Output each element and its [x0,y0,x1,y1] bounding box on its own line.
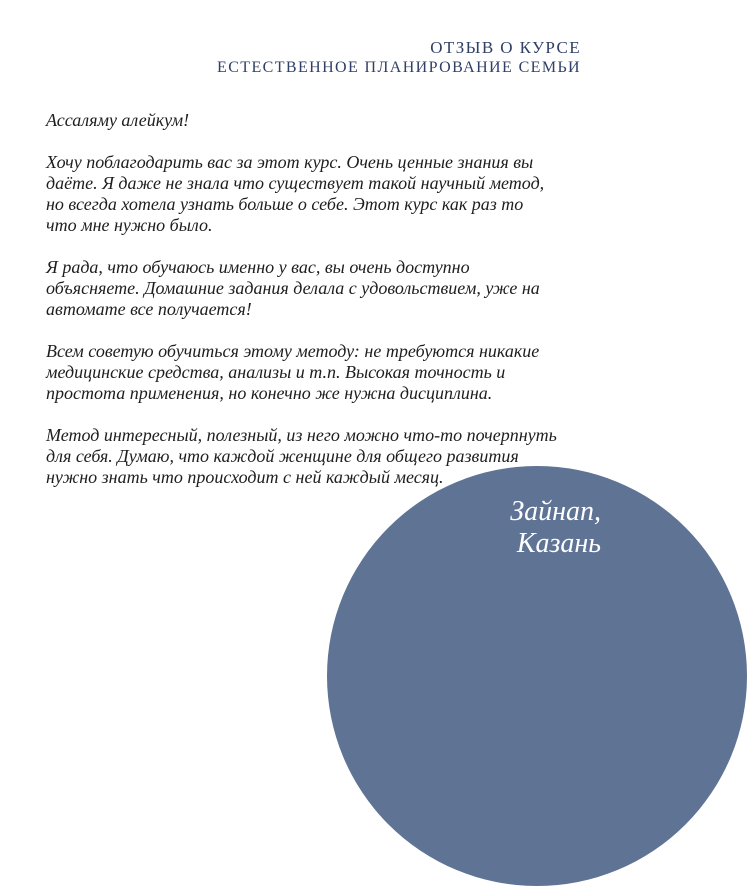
review-paragraph-3: Всем советую обучиться этому методу: не требуются никакие медицинские средства, анализы и т.п. Высокая точность и простота применения, но конечно же нужна дисциплина. [46,341,540,403]
header-subtitle: ЕСТЕСТВЕННОЕ ПЛАНИРОВАНИЕ СЕМЬИ [217,59,581,76]
review-paragraph-1: Хочу поблагодарить вас за этот курс. Очень ценные знания вы даёте. Я даже не знала что существует такой научный метод, но всегда хотела узнать больше о себе. Этот курс как раз то что мне нужно было. [46,152,545,235]
review-signature [510,496,601,560]
author-city: Казань [516,528,601,559]
header-title: ОТЗЫВ О КУРСЕ [430,38,581,57]
review-paragraph-4: Метод интересный, полезный, из него можно что-то почерпнуть для себя. Думаю, что каждой женщине для общего развития нужно знать что происходит с ней каждый месяц. [46,425,557,487]
author-name: Зайнап, [510,496,601,527]
review-paragraph-2: Я рада, что обучаюсь именно у вас, вы очень доступно объясняете. Домашние задания делала с удовольствием, уже на автомате все получается! [46,257,540,319]
review-greeting: Ассаляму алейкум! [46,110,190,130]
review-body [46,110,636,487]
review-header [217,38,581,78]
